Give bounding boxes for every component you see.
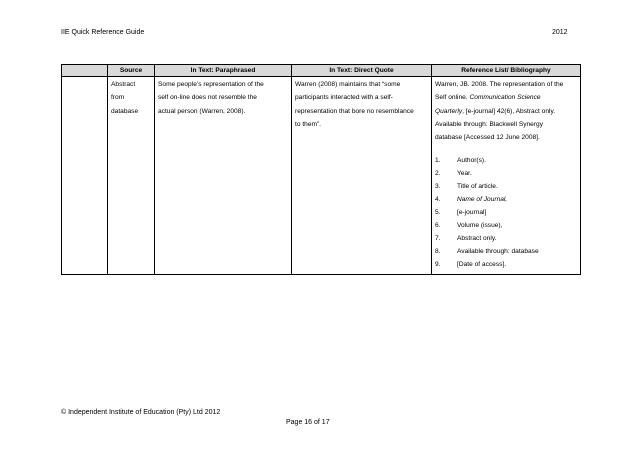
list-item-number: 2. xyxy=(435,170,441,178)
list-item xyxy=(435,232,577,245)
page-number: Page 16 of 17 xyxy=(286,419,330,426)
copyright-footer: © Independent Institute of Education (Pty) Ltd 2012 xyxy=(61,409,221,416)
list-item-number: 3. xyxy=(435,183,441,191)
list-item-number: 6. xyxy=(435,221,441,229)
column-header-blank xyxy=(62,65,108,77)
direct-quote-line: Warren (2008) maintains that “some xyxy=(295,81,401,88)
list-item-text: Abstract only. xyxy=(457,234,497,242)
spacer xyxy=(435,144,577,154)
reference-line: Warren, JB. 2008. The representation of the xyxy=(435,81,564,88)
header-year: 2012 xyxy=(552,29,568,36)
source-line: database xyxy=(111,107,139,115)
direct-quote-line: representation that bore no resemblance xyxy=(295,107,414,115)
column-header-source: Source xyxy=(108,65,155,77)
table-cell-blank xyxy=(62,77,108,275)
direct-quote-line: to them”. xyxy=(295,120,322,128)
list-item-text: Title of article. xyxy=(457,183,498,191)
table-cell-reference xyxy=(432,77,581,275)
reference-journal-name: Quarterly xyxy=(435,107,463,115)
source-line: Abstract xyxy=(111,81,136,88)
source-line: from xyxy=(111,94,125,102)
table-cell-paraphrased xyxy=(155,77,292,275)
reference-line xyxy=(435,91,577,104)
reference-line xyxy=(435,105,577,118)
list-item-text: Available through: database xyxy=(457,247,539,255)
list-item-text: [e-journal] xyxy=(457,209,487,217)
reference-text: Self online. xyxy=(435,94,470,102)
list-item-text: Volume (issue), xyxy=(457,221,503,229)
list-item-text: Year. xyxy=(457,170,472,178)
list-item-number: 8. xyxy=(435,247,441,255)
list-item xyxy=(435,219,577,232)
list-item-number: 1. xyxy=(435,157,441,165)
list-item xyxy=(435,193,577,206)
reference-element-list xyxy=(435,154,577,270)
table-cell-direct-quote xyxy=(292,77,432,275)
direct-quote-line: participants interacted with a self- xyxy=(295,94,393,102)
reference-journal-name: Communication Science xyxy=(469,94,541,102)
table-cell-source xyxy=(108,77,155,275)
list-item-text: Name of Journal, xyxy=(457,196,508,204)
list-item xyxy=(435,180,577,193)
column-header-reference-list: Reference List/ Bibliography xyxy=(432,65,581,77)
reference-text: , [e-journal] 42(6), Abstract only. xyxy=(462,107,556,115)
paraphrased-line: actual person (Warren, 2008). xyxy=(158,107,246,115)
list-item-number: 9. xyxy=(435,260,441,268)
list-item xyxy=(435,245,577,258)
list-item xyxy=(435,167,577,180)
list-item-number: 7. xyxy=(435,234,441,242)
list-item xyxy=(435,154,577,167)
list-item-text: [Date of access]. xyxy=(457,260,507,268)
list-item xyxy=(435,206,577,219)
paraphrased-line: self on-line does not resemble the xyxy=(158,94,257,102)
reference-table xyxy=(61,64,581,275)
reference-line: Available through: Blackwell Synergy xyxy=(435,120,544,128)
list-item-number: 4. xyxy=(435,196,441,204)
column-header-paraphrased: In Text: Paraphrased xyxy=(155,65,292,77)
header-title: IIE Quick Reference Guide xyxy=(61,29,145,36)
table-row xyxy=(62,77,581,275)
table-header-row xyxy=(62,65,581,77)
list-item-number: 5. xyxy=(435,209,441,217)
list-item-text: Author(s). xyxy=(457,157,486,165)
column-header-direct-quote: In Text: Direct Quote xyxy=(292,65,432,77)
paraphrased-line: Some people’s representation of the xyxy=(158,81,264,88)
list-item xyxy=(435,258,577,271)
reference-line: database [Accessed 12 June 2008]. xyxy=(435,134,540,142)
